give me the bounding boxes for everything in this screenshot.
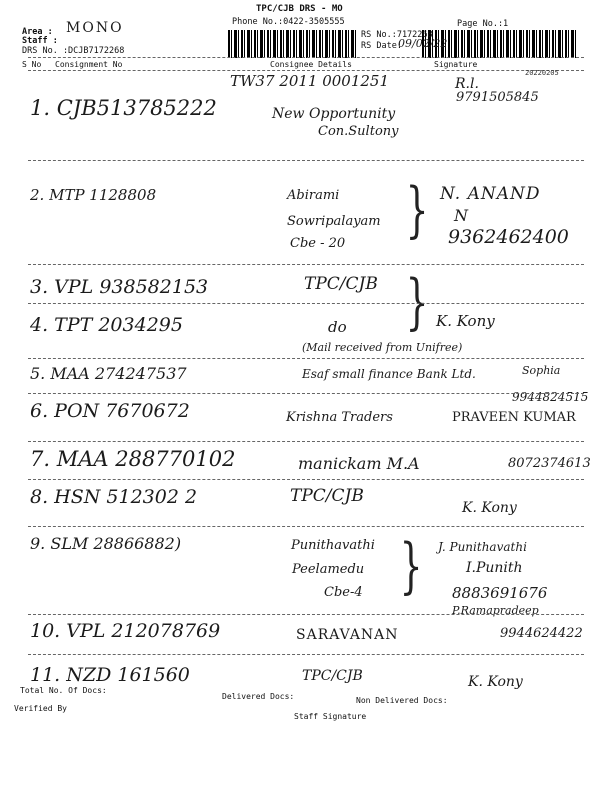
row-divider xyxy=(28,358,584,359)
entry-9-detail-1: Punithavathi xyxy=(291,538,375,553)
entry-4-consignment: 4. TPT 2034295 xyxy=(30,314,183,336)
row-divider xyxy=(28,654,584,655)
phone-number: Phone No.:0422-3505555 xyxy=(232,17,345,27)
rs-number: RS No.:7172268 xyxy=(361,30,433,40)
entry-1-receiver-sign: R.l. xyxy=(455,76,479,92)
entry-10-receiver-phone: 9944624422 xyxy=(500,626,583,641)
entry-10-detail: SARAVANAN xyxy=(296,627,399,643)
area-value: MONO xyxy=(66,20,124,36)
brace-2: } xyxy=(405,175,429,245)
rs-date-value: 09/02/22 xyxy=(398,37,448,50)
entry-11-consignment: 11. NZD 161560 xyxy=(30,664,190,686)
entry-11-detail: TPC/CJB xyxy=(302,668,363,684)
entry-7-receiver-phone: 8072374613 xyxy=(508,456,591,471)
col-sno: S No xyxy=(22,60,42,69)
entry-8-receiver-sign: K. Kony xyxy=(462,500,517,516)
entry-2-detail-1: Abirami xyxy=(287,188,340,203)
entry-5-consignment: 5. MAA 274247537 xyxy=(30,364,187,383)
entry-1-receiver-phone: 9791505845 xyxy=(456,90,539,105)
row-divider xyxy=(28,303,584,304)
drs-number: DRS No. :DCJB7172268 xyxy=(22,46,125,56)
entry-6-detail: Krishna Traders xyxy=(286,410,393,425)
entry-6-consignment: 6. PON 7670672 xyxy=(30,400,190,422)
col-consignment: Consignment No xyxy=(55,60,123,69)
stamp-date: 20220205 xyxy=(525,69,559,77)
entry-5-receiver-phone: 9944824515 xyxy=(512,390,589,404)
entry-9-detail-2: Peelamedu xyxy=(292,562,365,577)
entry-1-detail-1: New Opportunity xyxy=(272,106,396,122)
entry-6-receiver: PRAVEEN KUMAR xyxy=(452,410,576,425)
entry-2-detail-2: Sowripalayam xyxy=(287,214,381,229)
entry-10-consignment: 10. VPL 212078769 xyxy=(30,620,221,642)
row-divider xyxy=(28,526,584,527)
col-signature: Signature xyxy=(434,60,478,69)
rs-date-label: RS Date: xyxy=(361,41,402,51)
entry-2-receiver-sign: N xyxy=(454,206,468,225)
entry-2-receiver-name: N. ANAND xyxy=(440,184,541,204)
entry-2-receiver-phone: 9362462400 xyxy=(448,226,569,248)
row-divider xyxy=(28,264,584,265)
staff-signature: Staff Signature xyxy=(294,712,367,721)
total-docs: Total No. Of Docs: xyxy=(20,686,107,695)
non-delivered-docs: Non Delivered Docs: xyxy=(356,696,448,705)
row-divider xyxy=(28,614,584,615)
barcode-left xyxy=(228,30,356,58)
entry-9-receiver-alt: P.Ramapradeep xyxy=(452,604,539,617)
entry-8-consignment: 8. HSN 512302 2 xyxy=(30,486,198,508)
staff-label: Staff : xyxy=(22,36,58,46)
entry-5-receiver-sign: Sophia xyxy=(522,364,561,377)
entry-9-receiver-phone: 8883691676 xyxy=(452,584,548,602)
entry-1-note: TW37 2011 0001251 xyxy=(230,72,390,90)
area-label: Area : xyxy=(22,27,53,37)
entry-8-detail: TPC/CJB xyxy=(290,486,364,506)
row-divider xyxy=(28,441,584,442)
doc-title: TPC/CJB DRS - MO xyxy=(256,4,343,14)
entry-7-detail: manickam M.A xyxy=(298,454,420,473)
row-divider xyxy=(28,393,584,394)
entry-5-detail: Esaf small finance Bank Ltd. xyxy=(302,367,476,381)
row-divider xyxy=(28,160,584,161)
entry-11-receiver-sign: K. Kony xyxy=(468,674,523,690)
row-divider xyxy=(28,479,584,480)
header-rule xyxy=(28,57,584,58)
delivered-docs: Delivered Docs: xyxy=(222,692,295,701)
entry-7-consignment: 7. MAA 288770102 xyxy=(30,447,236,471)
entry-2-detail-3: Cbe - 20 xyxy=(290,236,346,251)
entry-9-receiver-sign: I.Punith xyxy=(466,560,523,576)
entry-9-detail-3: Cbe-4 xyxy=(324,585,363,600)
entry-9-receiver-name: J. Punithavathi xyxy=(438,540,527,554)
entry-9-consignment: 9. SLM 28866882) xyxy=(30,534,182,553)
entry-2-consignment: 2. MTP 1128808 xyxy=(30,186,157,204)
entry-3-consignment: 3. VPL 938582153 xyxy=(30,276,209,298)
brace-9: } xyxy=(399,531,423,601)
verified-by: Verified By xyxy=(14,704,67,713)
entry-4-mail-note: (Mail received from Unifree) xyxy=(302,341,463,354)
entry-1-detail-2: Con.Sultony xyxy=(318,124,399,139)
col-consignee: Consignee Details xyxy=(270,60,352,69)
entry-3-detail: TPC/CJB xyxy=(304,274,378,294)
page-number: Page No.:1 xyxy=(457,19,509,29)
brace-3: } xyxy=(405,267,429,337)
entry-4-detail: do xyxy=(328,318,347,336)
entry-1-consignment: 1. CJB513785222 xyxy=(30,96,217,120)
header-rule-2 xyxy=(28,70,584,71)
entry-4-receiver-sign: K. Kony xyxy=(436,312,495,330)
